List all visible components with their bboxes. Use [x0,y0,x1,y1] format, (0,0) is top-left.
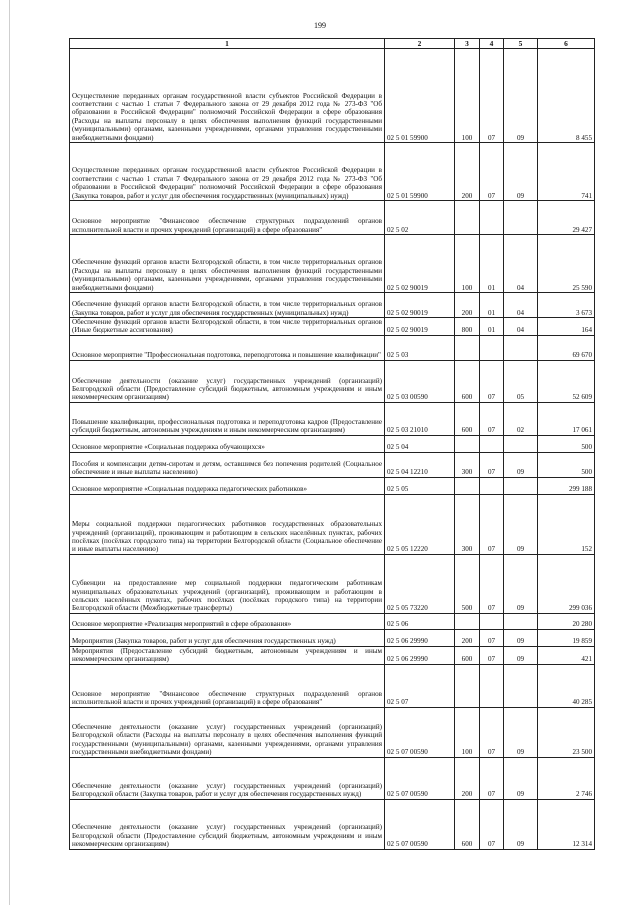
row-target-code: 02 5 02 90019 [385,318,455,336]
row-target-code: 02 5 07 00590 [385,799,455,849]
table-row [70,477,595,494]
table-row [70,335,595,360]
row-amount: 2 746 [538,757,595,799]
table-row [70,435,595,452]
row-target-code: 02 5 01 59900 [385,49,455,143]
row-amount: 3 673 [538,293,595,318]
row-subsection [504,477,538,494]
row-description: Субвенции на предоставление мер социальной поддержки педагогическим работникам муниципальных образовательных учреждений (организаций), проживающим и работающим в сельских населённых пунктах, рабочих посёлках (посёлках городского типа) на территории Белгородской области (Межбюджетные трансферты) [70,554,385,613]
row-description: Меры социальной поддержки педагогических работников государственных образовательных учреждений (организаций), проживающим и работающим в сельских населённых пунктах, рабочих посёлках (посёлках городского типа) на территории Белгородской области (Социальное обеспечение и иные выплаты населению) [70,494,385,554]
row-amount: 23 500 [538,707,595,757]
row-section: 07 [480,799,504,849]
row-section: 07 [480,554,504,613]
row-subsection: 09 [504,799,538,849]
row-expense-type: 200 [455,143,480,201]
row-expense-type: 200 [455,293,480,318]
row-section: 07 [480,360,504,402]
table-row [70,494,595,554]
row-expense-type: 600 [455,799,480,849]
row-subsection: 04 [504,293,538,318]
row-expense-type: 100 [455,49,480,143]
table-header-row [70,39,595,49]
row-amount: 17 061 [538,402,595,435]
row-description: Основное мероприятие "Финансовое обеспечение структурных подразделений органов исполнительной власти и прочих учреждений (организаций) в сфере образования" [70,664,385,707]
table-row [70,707,595,757]
row-description: Обеспечение деятельности (оказание услуг) государственных учреждений (организаций) Белгородской области (Предоставление субсидий бюджетным, автономным учреждениям и иным некоммерческим организациям) [70,799,385,849]
table-row [70,293,595,318]
row-description: Повышение квалификации, профессиональная подготовка и переподготовка кадров (Предоставление субсидий бюджетным, автономным учреждениям и иным некоммерческим организациям) [70,402,385,435]
row-expense-type [455,435,480,452]
row-target-code: 02 5 04 12210 [385,452,455,477]
row-description: Обеспечение функций органов власти Белгородской области, в том числе территориальных органов (Закупка товаров, работ и услуг для обеспечения государственных (муниципальных) нужд) [70,293,385,318]
row-section [480,613,504,629]
column-header: 6 [538,39,595,49]
table-row [70,49,595,143]
table-row [70,143,595,201]
row-subsection [504,201,538,235]
row-target-code: 02 5 05 73220 [385,554,455,613]
row-target-code: 02 5 05 [385,477,455,494]
row-section: 07 [480,143,504,201]
row-section: 01 [480,318,504,336]
table-row [70,201,595,235]
row-amount: 8 455 [538,49,595,143]
row-description: Обеспечение деятельности (оказание услуг) государственных учреждений (организаций) Белгородской области (Расходы на выплаты персоналу в целях обеспечения выполнения функций государственными (муниципальными) органами, казенными учреждениями, органами управления государственными внебюджетными фондами) [70,707,385,757]
row-expense-type [455,613,480,629]
row-target-code: 02 5 06 [385,613,455,629]
row-target-code: 02 5 07 00590 [385,757,455,799]
row-section: 07 [480,629,504,646]
table-row [70,799,595,849]
column-header: 5 [504,39,538,49]
row-section: 01 [480,235,504,293]
row-target-code: 02 5 03 [385,335,455,360]
row-section: 07 [480,757,504,799]
row-expense-type [455,477,480,494]
row-expense-type: 200 [455,629,480,646]
row-target-code: 02 5 03 21010 [385,402,455,435]
row-description: Осуществление переданных органам государственной власти субъектов Российской Федерации в соответствии с частью 1 статьи 7 Федерального закона от 29 декабря 2012 года № 273-ФЗ "Об образовании в Российской Федерации" полномочий Российской Федерации в сфере образования (Расходы на выплаты персоналу в целях обеспечения выполнения функций государственными (муниципальными) органами, казенными учреждениями, органами управления государственными внебюджетными фондами) [70,49,385,143]
row-expense-type: 600 [455,402,480,435]
row-amount: 741 [538,143,595,201]
row-description: Обеспечение функций органов власти Белгородской области, в том числе территориальных органов (Иные бюджетные ассигнования) [70,318,385,336]
row-subsection: 04 [504,318,538,336]
row-description: Основное мероприятие «Социальная поддержка педагогических работников» [70,477,385,494]
row-amount: 164 [538,318,595,336]
row-amount: 52 609 [538,360,595,402]
budget-table [69,38,595,850]
row-subsection: 09 [504,554,538,613]
row-target-code: 02 5 03 00590 [385,360,455,402]
row-subsection [504,664,538,707]
row-subsection: 04 [504,235,538,293]
row-expense-type [455,201,480,235]
page-number: 199 [314,21,326,30]
row-expense-type: 100 [455,235,480,293]
table-row [70,664,595,707]
row-expense-type: 600 [455,360,480,402]
column-header: 4 [480,39,504,49]
row-section [480,477,504,494]
row-subsection: 09 [504,757,538,799]
row-target-code: 02 5 02 [385,201,455,235]
row-amount: 500 [538,452,595,477]
row-target-code: 02 5 02 90019 [385,235,455,293]
row-subsection [504,335,538,360]
row-subsection: 09 [504,646,538,664]
table-row [70,318,595,336]
row-target-code: 02 5 05 12220 [385,494,455,554]
row-target-code: 02 5 02 90019 [385,293,455,318]
row-section [480,201,504,235]
row-description: Обеспечение функций органов власти Белгородской области, в том числе территориальных органов (Расходы на выплаты персоналу в целях обеспечения выполнения функций государственными (муниципальными) органами, казенными учреждениями, органами управления государственными внебюджетными фондами) [70,235,385,293]
table-row [70,613,595,629]
row-amount: 40 285 [538,664,595,707]
row-description: Основное мероприятие "Финансовое обеспечение структурных подразделений органов исполнительной власти и прочих учреждений (организаций) в сфере образования" [70,201,385,235]
page-edge-line [9,0,10,905]
row-target-code: 02 5 06 29990 [385,629,455,646]
row-description: Пособия и компенсации детям-сиротам и детям, оставшимся без попечения родителей (Социальное обеспечение и иные выплаты населению) [70,452,385,477]
row-amount: 152 [538,494,595,554]
column-header: 1 [70,39,385,49]
row-description: Обеспечение деятельности (оказание услуг) государственных учреждений (организаций) Белгородской области (Предоставление субсидий бюджетным, автономным учреждениям и иным некоммерческим организациям) [70,360,385,402]
row-target-code: 02 5 04 [385,435,455,452]
row-expense-type: 300 [455,452,480,477]
row-expense-type: 100 [455,707,480,757]
row-expense-type [455,335,480,360]
row-subsection: 09 [504,143,538,201]
row-subsection: 09 [504,452,538,477]
row-section [480,664,504,707]
row-target-code: 02 5 07 00590 [385,707,455,757]
row-section: 01 [480,293,504,318]
row-amount: 19 859 [538,629,595,646]
row-subsection: 05 [504,360,538,402]
table-row [70,554,595,613]
row-expense-type: 200 [455,757,480,799]
column-header: 2 [385,39,455,49]
row-subsection: 09 [504,707,538,757]
row-section: 07 [480,452,504,477]
table-row [70,757,595,799]
row-expense-type: 500 [455,554,480,613]
row-section: 07 [480,494,504,554]
row-description: Мероприятия (Предоставление субсидий бюджетным, автономным учреждениям и иным некоммерческим организациям) [70,646,385,664]
row-section [480,435,504,452]
row-description: Обеспечение деятельности (оказание услуг) государственных учреждений (организаций) Белгородской области (Закупка товаров, работ и услуг для обеспечения государственных нужд) [70,757,385,799]
row-expense-type: 600 [455,646,480,664]
row-section: 07 [480,646,504,664]
row-amount: 421 [538,646,595,664]
row-amount: 20 280 [538,613,595,629]
row-subsection [504,435,538,452]
row-amount: 299 188 [538,477,595,494]
row-amount: 12 314 [538,799,595,849]
table-row [70,646,595,664]
row-section: 07 [480,49,504,143]
row-subsection: 02 [504,402,538,435]
row-subsection: 09 [504,629,538,646]
row-description: Мероприятия (Закупка товаров, работ и услуг для обеспечения государственных нужд) [70,629,385,646]
table-row [70,360,595,402]
row-section: 07 [480,707,504,757]
table-row [70,235,595,293]
row-amount: 299 036 [538,554,595,613]
column-header: 3 [455,39,480,49]
row-amount: 69 670 [538,335,595,360]
table-row [70,629,595,646]
row-amount: 25 590 [538,235,595,293]
table-row [70,452,595,477]
row-expense-type: 800 [455,318,480,336]
row-section [480,335,504,360]
row-target-code: 02 5 07 [385,664,455,707]
row-section: 07 [480,402,504,435]
row-expense-type [455,664,480,707]
row-subsection: 09 [504,49,538,143]
row-target-code: 02 5 06 29990 [385,646,455,664]
row-subsection [504,613,538,629]
row-description: Основное мероприятие «Реализация мероприятий в сфере образования» [70,613,385,629]
row-description: Осуществление переданных органам государственной власти субъектов Российской Федерации в соответствии с частью 1 статьи 7 Федерального закона от 29 декабря 2012 года № 273-ФЗ "Об образовании в Российской Федерации" полномочий Российской Федерации в сфере образования (Закупка товаров, работ и услуг для обеспечения государственных (муниципальных) нужд) [70,143,385,201]
row-expense-type: 300 [455,494,480,554]
row-subsection: 09 [504,494,538,554]
row-description: Основное мероприятие «Социальная поддержка обучающихся» [70,435,385,452]
row-description: Основное мероприятие "Профессиональная подготовка, переподготовка и повышение квалификации" [70,335,385,360]
row-target-code: 02 5 01 59900 [385,143,455,201]
row-amount: 500 [538,435,595,452]
row-amount: 29 427 [538,201,595,235]
table-row [70,402,595,435]
